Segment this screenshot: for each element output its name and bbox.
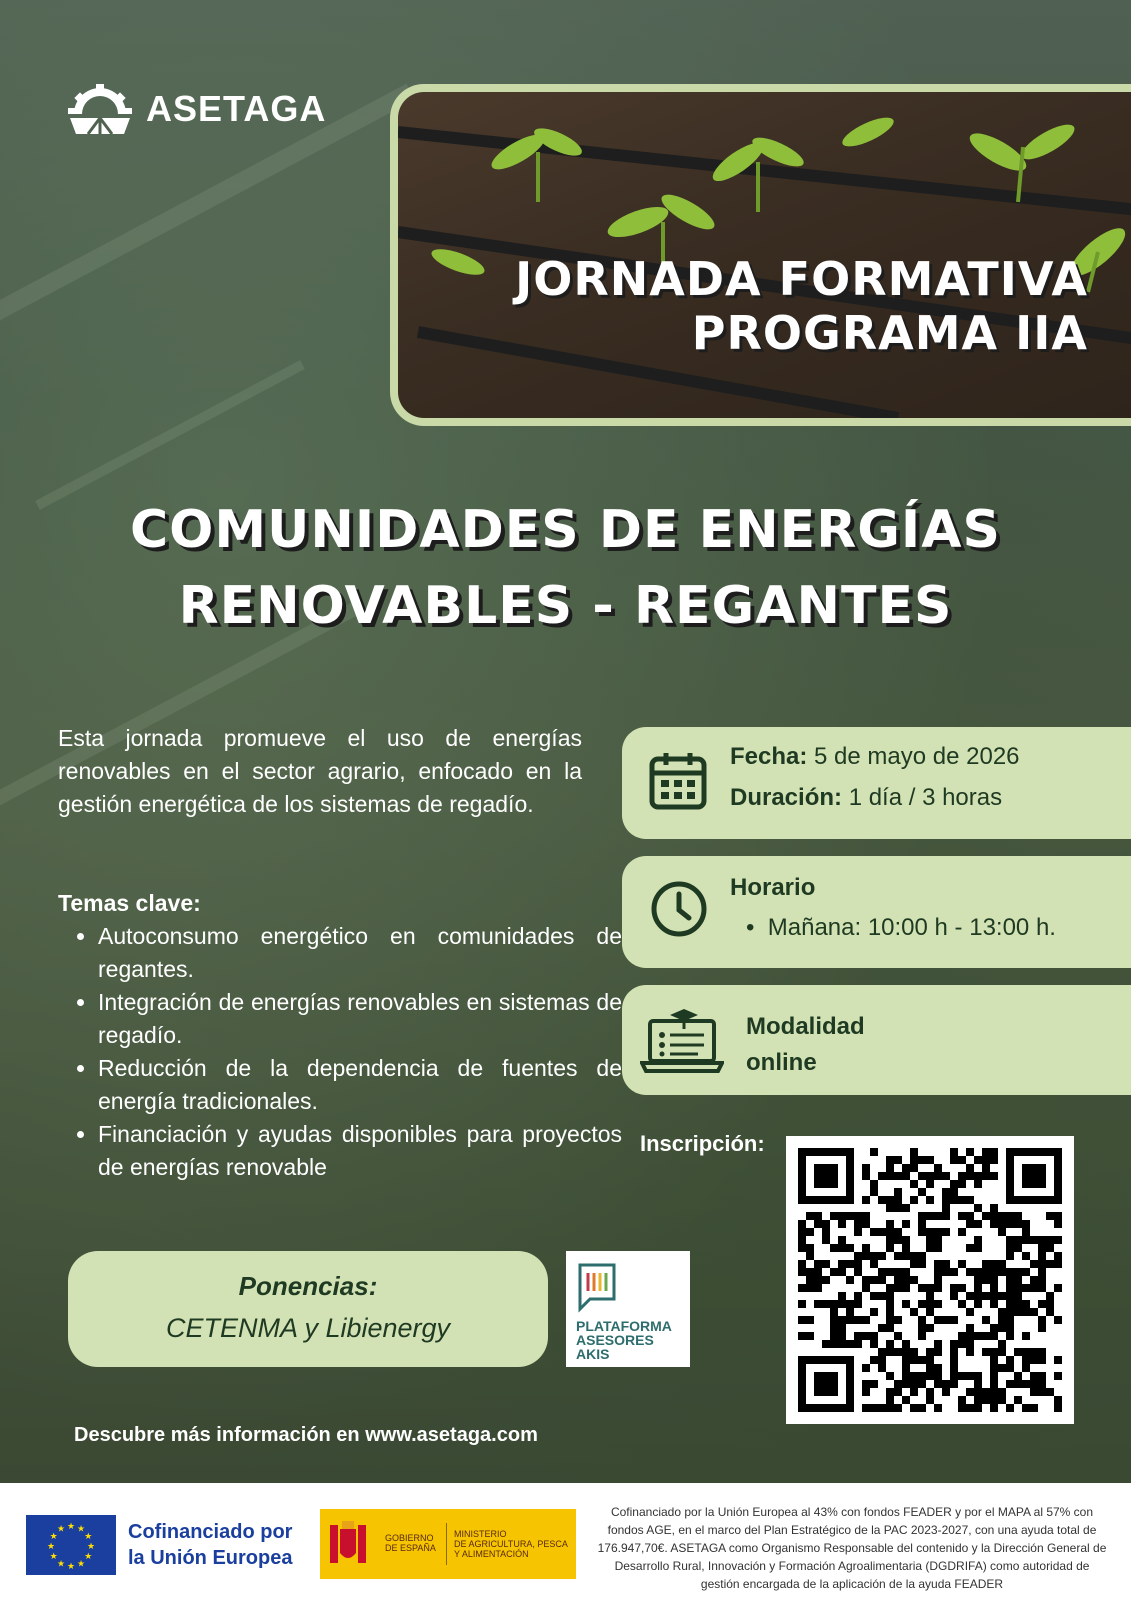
asetaga-logo — [68, 84, 326, 134]
eu-star: ★ — [86, 1541, 96, 1551]
akis-text — [576, 1319, 672, 1361]
bullet: • — [746, 914, 768, 941]
eu-star: ★ — [66, 1561, 76, 1571]
eu-star: ★ — [76, 1558, 86, 1569]
mode-line1: Modalidad — [746, 1013, 865, 1040]
schedule-label: Horario — [730, 874, 816, 901]
main-title-line1: COMUNIDADES DE ENERGÍAS — [130, 500, 1001, 560]
funding-footer — [0, 1483, 1131, 1600]
eu-star: ★ — [66, 1521, 76, 1531]
akis-logo — [566, 1251, 690, 1367]
ponencias-box — [68, 1251, 548, 1367]
registration-label: Inscripción: — [640, 1131, 765, 1156]
more-info-link[interactable]: Descubre más información en www.asetaga.com — [74, 1424, 538, 1446]
schedule-time: Mañana: 10:00 h - 13:00 h. — [767, 914, 1056, 941]
gov-text — [385, 1533, 436, 1553]
eu-cofinanced-text — [128, 1519, 292, 1571]
online-course-icon — [640, 1007, 724, 1073]
divider — [446, 1523, 447, 1565]
topics-title: Temas clave: — [58, 890, 201, 916]
date-value: 5 de mayo de 2026 — [814, 743, 1020, 770]
calendar-icon — [648, 751, 708, 811]
eu-star: ★ — [56, 1523, 66, 1534]
topic-item: • Integración de energías renovables en sistemas de regadío. — [98, 986, 622, 1052]
gov-line1: GOBIERNO — [385, 1533, 434, 1543]
duration-row — [730, 784, 1002, 812]
eu-star: ★ — [49, 1551, 58, 1561]
banner-title-line1: JORNADA FORMATIVA — [515, 252, 1088, 306]
coat-of-arms-icon — [328, 1519, 368, 1569]
banner-title-line2: PROGRAMA IIA — [691, 306, 1088, 360]
ponencias-names: CETENMA y Libienergy — [165, 1313, 451, 1343]
legal-notice: Cofinanciado por la Unión Europea al 43% con fondos FEADER y por el MAPA al 57% con fondos AGE, en el marco del Plan Estratégico de la PAC 2023-2027, con una ayuda total de 176.947,70€. ASETAGA como Organismo Responsable del contenido y la Dirección General de Desarrollo Rural, Innovación y Formación Agroalimentaria (DGDRIFA) como autoridad de gestión encargada de la aplicación de la ayuda FEADER — [597, 1505, 1107, 1591]
duration-value: 1 día / 3 horas — [848, 784, 1003, 811]
main-title-line2: RENOVABLES - REGANTES — [178, 576, 953, 636]
topic-item: • Autoconsumo energético en comunidades de regantes. — [98, 920, 622, 986]
eu-star: ★ — [84, 1531, 93, 1541]
mode-line2: online — [746, 1049, 817, 1076]
eu-star: ★ — [46, 1541, 56, 1551]
gov-line2: DE ESPAÑA — [385, 1543, 436, 1553]
eu-stars — [26, 1515, 116, 1575]
eu-line2: la Unión Europea — [128, 1547, 293, 1569]
topics-list — [58, 920, 622, 1184]
akis-line3: AKIS — [576, 1346, 610, 1362]
topic-item: • Financiación y ayudas disponibles para proyectos de energías renovable — [98, 1118, 622, 1184]
akis-speech-icon — [576, 1261, 618, 1313]
schedule-card — [622, 856, 1131, 968]
akis-line1: PLATAFORMA — [576, 1318, 672, 1334]
registration-qr-code[interactable] — [786, 1136, 1074, 1424]
eu-line1: Cofinanciado por — [128, 1521, 293, 1543]
mode-text — [746, 1009, 865, 1081]
akis-line2: ASESORES — [576, 1332, 654, 1348]
banner-title — [515, 252, 1088, 360]
eu-flag-icon — [26, 1515, 116, 1575]
topic-item: • Reducción de la dependencia de fuentes de energía tradicionales. — [98, 1052, 622, 1118]
ministry-line2: DE AGRICULTURA, PESCA — [454, 1539, 568, 1549]
intro-text: Esta jornada promueve el uso de energías renovables en el sector agrario, enfocado en la gestión energética de los sistemas de regadío. — [58, 725, 582, 817]
clock-icon — [650, 880, 708, 938]
date-card — [622, 727, 1131, 839]
eu-star: ★ — [84, 1551, 93, 1561]
date-label: Fecha: — [730, 743, 808, 770]
eu-star: ★ — [56, 1558, 66, 1569]
banner-photo — [390, 84, 1131, 426]
ministry-text — [454, 1529, 568, 1559]
eu-star: ★ — [49, 1531, 58, 1541]
duration-label: Duración: — [730, 784, 843, 811]
ministry-line3: Y ALIMENTACIÓN — [454, 1549, 529, 1559]
date-row — [730, 743, 1020, 771]
ministry-line1: MINISTERIO — [454, 1529, 507, 1539]
asetaga-gear-icon — [68, 84, 132, 134]
main-title — [0, 492, 1131, 644]
eu-star: ★ — [76, 1523, 86, 1534]
qr-code-icon — [786, 1136, 1074, 1424]
mode-card — [622, 985, 1131, 1095]
ponencias-title: Ponencias: — [238, 1271, 378, 1301]
brand-name: ASETAGA — [146, 88, 327, 129]
gobierno-espana-logo — [320, 1509, 576, 1579]
schedule-item — [746, 914, 1056, 942]
